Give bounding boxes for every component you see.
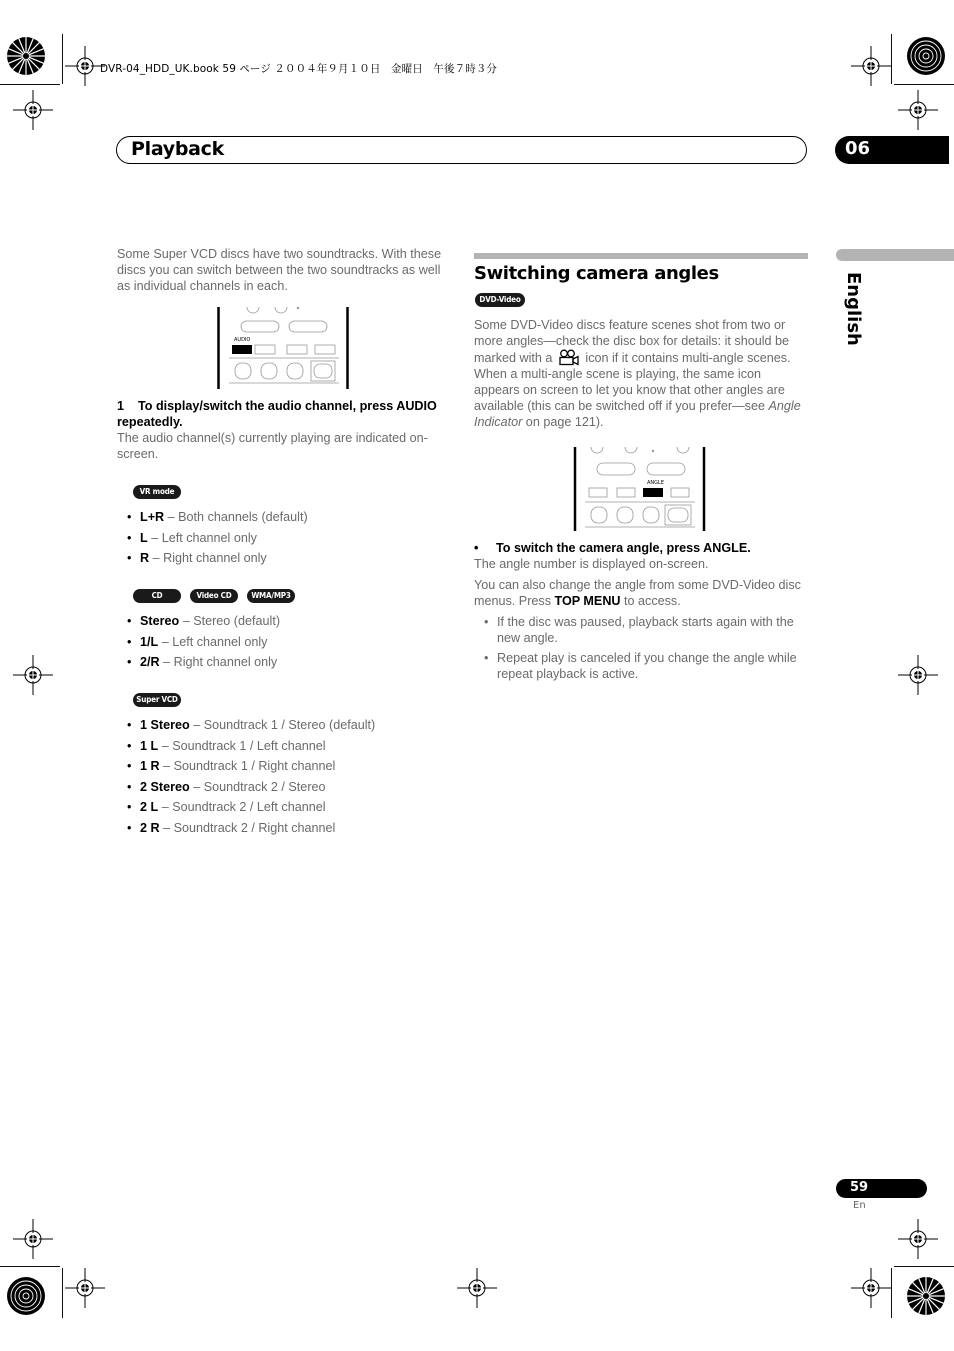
trim-line — [62, 34, 63, 84]
registration-target-bottom-left — [4, 1274, 48, 1318]
badge-cd: CD — [133, 589, 181, 603]
print-job-info: DVR-04_HDD_UK.book 59 ページ ２００４年９月１０日 金曜日 午後７時３分 — [100, 63, 498, 75]
badge-super-vcd: Super VCD — [133, 693, 181, 707]
section-header — [116, 136, 807, 164]
badge-video-cd: Video CD — [190, 589, 238, 603]
top-menu-paragraph: You can also change the angle from some DVD-Video disc menus. Press TOP MENU to access. — [474, 578, 801, 608]
language-tab — [836, 249, 954, 261]
crosshair-mark — [13, 90, 53, 130]
angles-paragraph: Some DVD-Video discs feature scenes shot from two or more angles—check the disc box for details: it should be marked with a icon if it contains multi-angle scenes. When a multi-angle scene is playing, the same icon appears on screen to let you know that other angles are available (this can be switched off if you prefer—see Angle Indicator on page 121). — [474, 318, 801, 429]
crosshair-mark — [851, 46, 891, 86]
step-description: The audio channel(s) currently playing are indicated on-screen. — [117, 431, 428, 461]
chapter-tab — [835, 136, 949, 164]
trim-line — [62, 1268, 63, 1318]
super-vcd-list — [117, 715, 375, 839]
list-item: • 2 R – Soundtrack 2 / Right channel — [117, 818, 375, 839]
crosshair-mark — [65, 46, 105, 86]
crosshair-mark — [898, 90, 938, 130]
list-item: • R – Right channel only — [117, 548, 308, 569]
remote-illustration-audio — [217, 307, 351, 389]
section-title: Switching camera angles — [474, 263, 719, 284]
chapter-number: 06 — [845, 138, 871, 159]
step-text: To switch the camera angle, press ANGLE. — [496, 541, 751, 555]
trim-line — [894, 84, 954, 85]
trim-line — [0, 84, 60, 85]
page-number: 59 — [850, 1180, 869, 1195]
crosshair-mark — [851, 1268, 891, 1308]
step-number: 1 — [117, 399, 125, 413]
cd-list — [117, 611, 280, 673]
list-item: • 1/L – Left channel only — [117, 632, 280, 653]
vr-mode-list — [117, 507, 308, 569]
list-item: • 2/R – Right channel only — [117, 652, 280, 673]
list-item: • 2 Stereo – Soundtrack 2 / Stereo — [117, 777, 375, 798]
angle-notes-list — [474, 614, 808, 686]
list-item: • Repeat play is canceled if you change the angle while repeat playback is active. — [474, 650, 808, 682]
registration-target-top-right — [904, 34, 948, 78]
trim-line — [0, 1266, 60, 1267]
registration-target-top-left — [4, 34, 48, 78]
crosshair-mark — [898, 655, 938, 695]
language-label: English — [843, 272, 864, 346]
crosshair-mark — [457, 1268, 497, 1308]
list-item: • L – Left channel only — [117, 528, 308, 549]
remote-illustration-angle — [573, 447, 707, 531]
crosshair-mark — [65, 1268, 105, 1308]
list-item: • If the disc was paused, playback starts again with the new angle. — [474, 614, 808, 646]
crosshair-mark — [13, 655, 53, 695]
registration-target-bottom-right — [904, 1274, 948, 1318]
list-item: • Stereo – Stereo (default) — [117, 611, 280, 632]
remote-button-label-audio: AUDIO — [234, 337, 251, 343]
crosshair-mark — [13, 1219, 53, 1259]
list-item: • 1 Stereo – Soundtrack 1 / Stereo (default) — [117, 715, 375, 736]
page-number-tab — [836, 1179, 927, 1198]
list-item: • 1 R – Soundtrack 1 / Right channel — [117, 756, 375, 777]
trim-line — [894, 1266, 954, 1267]
section-rule — [474, 253, 808, 259]
page-title: Playback — [131, 138, 224, 160]
step-description: The angle number is displayed on-screen. — [474, 557, 709, 571]
badge-wma-mp3: WMA/MP3 — [247, 589, 295, 603]
list-item: • 1 L – Soundtrack 1 / Left channel — [117, 736, 375, 757]
step-audio — [117, 398, 447, 430]
step-angle: • To switch the camera angle, press ANGLE. — [474, 541, 751, 555]
step-text: To display/switch the audio channel, press AUDIO repeatedly. — [117, 399, 437, 429]
list-item: • 2 L – Soundtrack 2 / Left channel — [117, 797, 375, 818]
badge-vr-mode: VR mode — [133, 485, 181, 499]
trim-line — [891, 34, 892, 84]
badge-dvd-video: DVD-Video — [475, 293, 525, 307]
intro-paragraph: Some Super VCD discs have two soundtracks. With these discs you can switch between the two soundtracks as well as individual channels in each. — [117, 247, 442, 293]
trim-line — [891, 1268, 892, 1318]
camera-angle-icon — [556, 349, 582, 365]
remote-button-label-angle: ANGLE — [647, 480, 664, 486]
list-item: • L+R – Both channels (default) — [117, 507, 308, 528]
crosshair-mark — [898, 1219, 938, 1259]
page-language: En — [853, 1200, 866, 1211]
